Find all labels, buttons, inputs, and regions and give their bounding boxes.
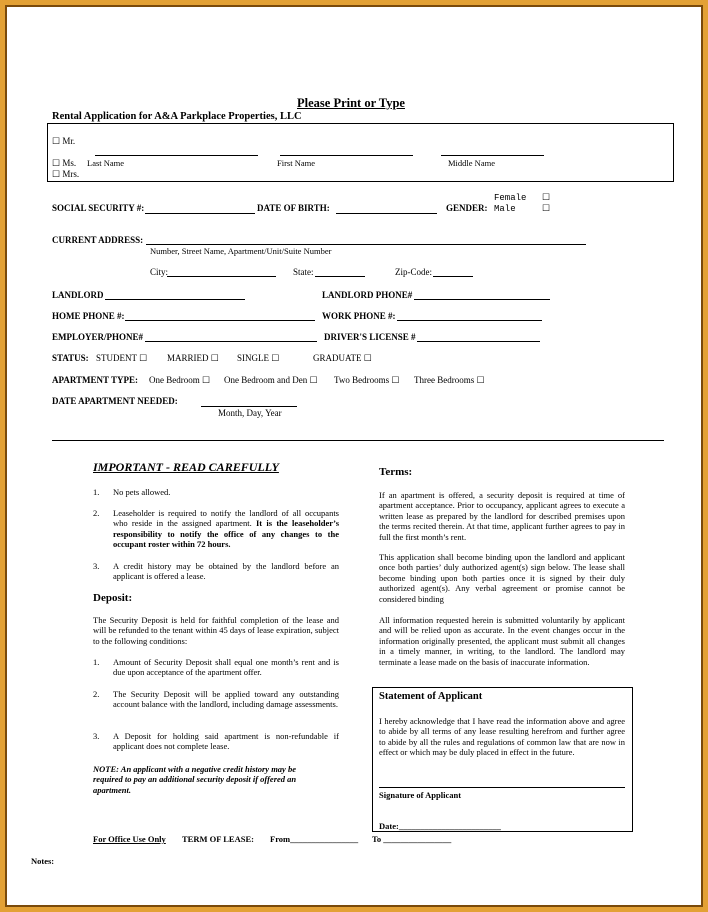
ms-checkbox[interactable]: ☐ (52, 158, 61, 168)
status-single-label: SINGLE (237, 353, 269, 363)
terms-paragraph-3: All information requested herein is submitted voluntarily by applicant and will be relied upon as accurate. In the event changes occur in the information originally presented, the applicant must submit all changes in a timely manner, in writing, to the landlord. The landlord may terminate a lease made on the basis of inaccurate information. (379, 615, 625, 667)
status-label: STATUS: (52, 353, 89, 363)
drivers-license-field[interactable] (417, 341, 540, 342)
state-label: State: (293, 267, 314, 277)
city-field[interactable] (167, 276, 276, 277)
gender-male-label: Male (494, 204, 516, 214)
deposit-item-3-text: A Deposit for holding said apartment is non-refundable if applicant does not complete lease. (113, 731, 339, 752)
statement-date[interactable]: Date:________________________ (379, 821, 501, 831)
status-student-checkbox[interactable]: ☐ (139, 353, 148, 363)
status-graduate-option[interactable] (313, 353, 372, 364)
office-use-label: For Office Use Only (93, 834, 166, 844)
apt-one-bedroom-option[interactable] (149, 375, 210, 386)
last-name-label: Last Name (87, 158, 125, 168)
apt-one-bedroom-den-label: One Bedroom and Den (224, 375, 308, 385)
notes-label: Notes: (31, 856, 55, 866)
page-title: Please Print or Type (297, 96, 405, 110)
apt-one-bedroom-den-checkbox[interactable]: ☐ (309, 375, 318, 385)
apt-one-bedroom-den-option[interactable] (224, 375, 318, 386)
home-phone-label: HOME PHONE #: (52, 311, 125, 321)
mr-checkbox[interactable]: ☐ (52, 136, 61, 146)
dob-field[interactable] (336, 213, 437, 214)
apartment-type-label: APARTMENT TYPE: (52, 375, 138, 385)
current-address-label: CURRENT ADDRESS: (52, 235, 144, 245)
drivers-license-label: DRIVER'S LICENSE # (324, 332, 416, 342)
status-student-option[interactable] (96, 353, 147, 364)
apt-two-bedrooms-checkbox[interactable]: ☐ (391, 375, 400, 385)
ssn-field[interactable] (145, 213, 255, 214)
term-of-lease-label: TERM OF LEASE: (182, 834, 254, 844)
status-student-label: STUDENT (96, 353, 137, 363)
form-subtitle: Rental Application for A&A Parkplace Properties, LLC (52, 111, 302, 122)
important-item-2-num: 2. (93, 508, 100, 518)
deposit-item-1-text: Amount of Security Deposit shall equal one month’s rent and is due upon acceptance of the apartment offer. (113, 657, 339, 678)
terms-heading: Terms: (379, 466, 413, 478)
gender-female-checkbox[interactable]: ☐ (542, 192, 551, 202)
gender-female-label: Female (494, 193, 527, 203)
date-needed-hint: Month, Day, Year (218, 408, 282, 418)
signature-line[interactable] (379, 787, 625, 788)
apt-one-bedroom-checkbox[interactable]: ☐ (202, 375, 211, 385)
status-graduate-checkbox[interactable]: ☐ (363, 353, 372, 363)
statement-box (372, 687, 633, 832)
first-name-label: First Name (277, 158, 316, 168)
important-item-2 (113, 508, 339, 550)
dob-label: DATE OF BIRTH: (257, 203, 330, 213)
work-phone-field[interactable] (397, 320, 542, 321)
important-heading: IMPORTANT - READ CAREFULLY (93, 460, 279, 474)
mrs-label: Mrs. (62, 169, 80, 179)
apt-two-bedrooms-label: Two Bedrooms (334, 375, 390, 385)
important-item-1-text: No pets allowed. (113, 487, 171, 497)
deposit-item-1-num: 1. (93, 657, 100, 667)
mrs-checkbox[interactable]: ☐ (52, 169, 61, 179)
landlord-phone-field[interactable] (414, 299, 550, 300)
first-name-line[interactable] (280, 155, 413, 156)
status-single-checkbox[interactable]: ☐ (271, 353, 280, 363)
deposit-item-2-text: The Security Deposit will be applied toward any outstanding account balance with the landlord, including damage assessments. (113, 689, 339, 710)
zip-field[interactable] (433, 276, 473, 277)
apt-three-bedrooms-option[interactable] (414, 375, 485, 386)
deposit-item-3-num: 3. (93, 731, 100, 741)
terms-paragraph-2: This application shall become binding upon the landlord and applicant once both parties’ duly authorized agent(s) sign below. The lease shall become binding upon both parties once it is signed by their duly authorized agent(s). Any verbal agreement or promise cannot be considered binding (379, 552, 625, 604)
status-married-option[interactable] (167, 353, 219, 364)
terms-paragraph-1: If an apartment is offered, a security deposit is required at time of apartment acceptance. Prior to occupancy, applicant agrees to execute a written lease as prepared by the landlord for described premises upon the terms recited therein. At that time, applicant further agrees to pay in full the first month’s rent. (379, 490, 625, 542)
name-section-box (47, 123, 674, 182)
employer-phone-field[interactable] (145, 341, 317, 342)
deposit-note: NOTE: An applicant with a negative credit history may be required to pay an additional security deposit if offered an apartment. (93, 764, 297, 795)
employer-phone-label: EMPLOYER/PHONE# (52, 332, 144, 342)
status-married-checkbox[interactable]: ☐ (210, 353, 219, 363)
important-item-2-text: Leaseholder is required to notify the landlord of all occupants who reside in the assigned apartment. (113, 508, 339, 529)
lease-from-field[interactable]: From________________ (270, 834, 359, 844)
mr-label: Mr. (62, 136, 76, 146)
status-married-label: MARRIED (167, 353, 209, 363)
lease-to-field[interactable]: To ________________ (372, 834, 452, 844)
middle-name-label: Middle Name (448, 158, 495, 168)
statement-heading: Statement of Applicant (379, 691, 483, 702)
deposit-intro: The Security Deposit is held for faithful completion of the lease and will be refunded to the tenant within 45 days of lease expiration, subject to the following conditions: (93, 615, 339, 646)
work-phone-label: WORK PHONE #: (322, 311, 396, 321)
apt-two-bedrooms-option[interactable] (334, 375, 399, 386)
important-item-3-text: A credit history may be obtained by the landlord before an applicant is offered a lease. (113, 561, 339, 582)
title-mrs-option[interactable] (52, 169, 79, 180)
status-graduate-label: GRADUATE (313, 353, 362, 363)
title-mr-option[interactable] (52, 136, 75, 147)
statement-text: I hereby acknowledge that I have read the information above and agree to abide by all terms of any lease resulting herefrom and further agree to abide by all the rules and regulations of common law that are now in effect or which may be duly placed in effect in the future. (379, 716, 625, 758)
apt-three-bedrooms-label: Three Bedrooms (414, 375, 475, 385)
date-needed-field[interactable] (201, 406, 297, 407)
zip-label: Zip-Code: (395, 267, 432, 277)
status-single-option[interactable] (237, 353, 279, 364)
landlord-phone-label: LANDLORD PHONE# (322, 290, 413, 300)
important-item-2-bold: It is the leaseholder’s responsibility to notify the office of any changes to the occupant roster within 72 hours. (113, 518, 340, 550)
last-name-line[interactable] (95, 155, 258, 156)
important-item-1-num: 1. (93, 487, 100, 497)
state-field[interactable] (315, 276, 365, 277)
ssn-label: SOCIAL SECURITY #: (52, 203, 145, 213)
gender-male-checkbox[interactable]: ☐ (542, 203, 551, 213)
signature-label: Signature of Applicant (379, 790, 462, 800)
title-ms-option[interactable] (52, 158, 76, 169)
date-needed-label: DATE APARTMENT NEEDED: (52, 396, 178, 406)
apt-three-bedrooms-checkbox[interactable]: ☐ (476, 375, 485, 385)
ms-label: Ms. (62, 158, 77, 168)
landlord-field[interactable] (105, 299, 245, 300)
gender-label: GENDER: (446, 203, 488, 213)
deposit-heading: Deposit: (93, 592, 133, 604)
middle-name-line[interactable] (441, 155, 544, 156)
section-divider (52, 440, 664, 441)
apt-one-bedroom-label: One Bedroom (149, 375, 200, 385)
city-label: City: (150, 267, 169, 277)
landlord-label: LANDLORD (52, 290, 104, 300)
important-item-3-num: 3. (93, 561, 100, 571)
address-field[interactable] (146, 244, 586, 245)
deposit-item-2-num: 2. (93, 689, 100, 699)
address-hint: Number, Street Name, Apartment/Unit/Suite Number (150, 246, 332, 256)
home-phone-field[interactable] (125, 320, 315, 321)
